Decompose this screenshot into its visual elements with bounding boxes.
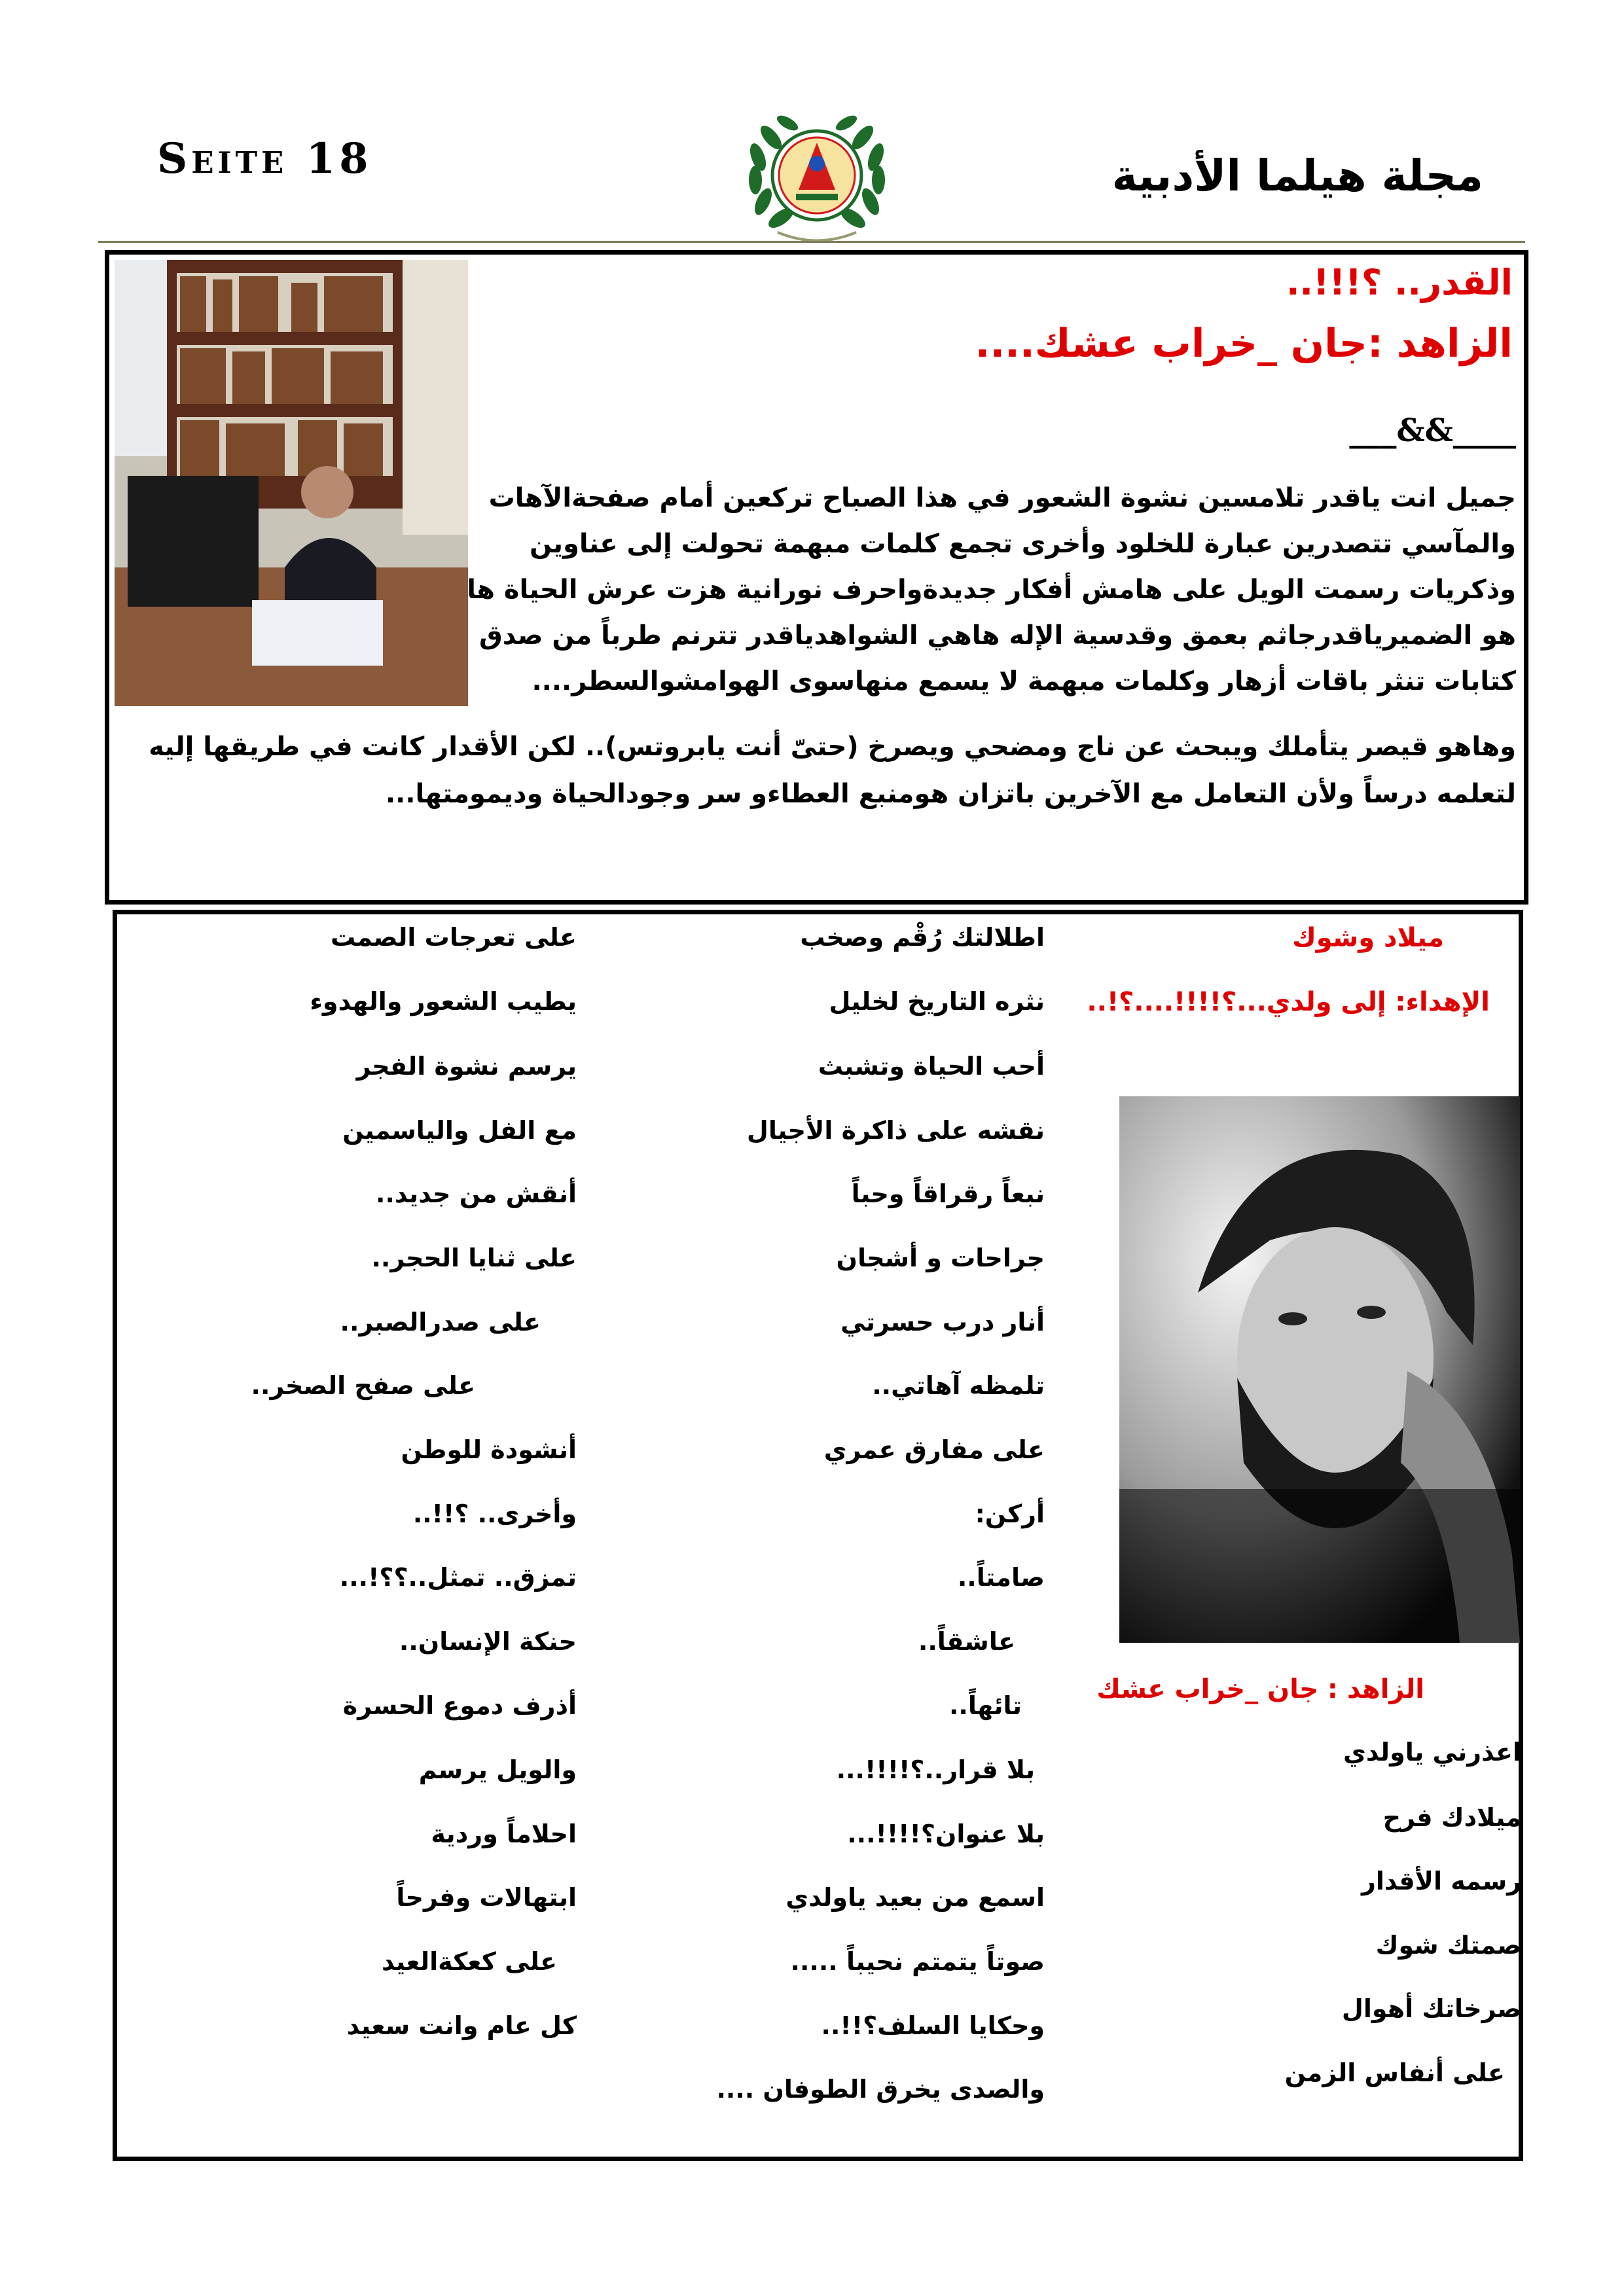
poem-line: بلا عنوان؟!!!!... xyxy=(847,1820,1045,1848)
poem-line: يطيب الشعور والهدوء xyxy=(310,987,577,1016)
article-paragraph-1-line: والمآسي تتصدرين عبارة للخلود وأخرى تجمع كلمات مبهمة تحولت إلى عناوين xyxy=(530,529,1516,559)
poem-line: نثره التاريخ لخليل xyxy=(829,987,1045,1016)
poem-line: أركن: xyxy=(975,1499,1045,1528)
poem-line: والويل يرسم xyxy=(418,1755,577,1784)
poem-line: وأخرى.. ؟!!.. xyxy=(412,1499,577,1528)
poem-line: تلمظه آهاتي.. xyxy=(872,1371,1045,1400)
poem-line: نبعاً رقراقاً وحباً xyxy=(851,1179,1045,1208)
poem-line: صوتاً يتمتم نحيباً ..... xyxy=(790,1947,1045,1976)
poem-line: على ثنايا الحجر.. xyxy=(371,1244,577,1272)
poem-line: على مفارق عمري xyxy=(823,1435,1045,1464)
poem-line: اسمع من بعيد ياولدي xyxy=(785,1883,1045,1912)
poet-portrait-photo xyxy=(1119,1096,1520,1643)
article-paragraph-1-line: جميل انت ياقدر تلامسين نشوة الشعور في هذا الصباح تركعين أمام صفحةالآهات xyxy=(488,483,1516,513)
page-number: Seite 18 xyxy=(157,134,372,183)
poem-line: تائهاً.. xyxy=(948,1691,1022,1720)
poem-line: على كعكةالعيد xyxy=(381,1947,557,1976)
article-paragraph-1-line: هو الضميرياقدرجاثم بعمق وقدسية الإله هاهي الشواهدياقدر تترنم طرباً من صدق xyxy=(478,620,1516,651)
poem-line: رسمه الأقدار xyxy=(1361,1867,1521,1895)
article-title: القدر.. ؟!!!.. xyxy=(1286,262,1513,303)
article-paragraph-2-line: لتعلمه درساً ولأن التعامل مع الآخرين باتزان هومنبع العطاءو سر وجودالحياة وديمومتها... xyxy=(385,779,1516,809)
poem-dedication: الإهداء: إلى ولدي...؟!!!!....؟!.. xyxy=(1087,987,1490,1017)
poem-line: ابتهالات وفرحاً xyxy=(396,1883,577,1912)
poem-line: على صفح الصخر.. xyxy=(251,1371,475,1400)
poem-line: أنقش من جديد.. xyxy=(376,1179,577,1208)
poem-line: صمتك شوك xyxy=(1375,1931,1521,1960)
poem-line: أنشودة للوطن xyxy=(401,1435,577,1464)
poem-line: على تعرجات الصمت xyxy=(330,923,577,952)
article-paragraph-1-line: كتابات تنثر باقات أزهار وكلمات مبهمة لا يسمع منهاسوى الهوامشوالسطر.... xyxy=(532,666,1516,696)
header-divider xyxy=(98,241,1525,243)
article-paragraph-2-line: وهاهو قيصر يتأملك ويبحث عن ناج ومضحي ويصرخ (حتىّ أنت يابروتس).. لكن الأقدار كانت في طريقها إليه xyxy=(149,732,1516,762)
poem-line: على أنفاس الزمن xyxy=(1284,2058,1505,2087)
poem-line: يرسم نشوة الفجر xyxy=(356,1052,577,1081)
poem-line: بلا قرار..؟!!!!... xyxy=(836,1755,1035,1784)
article-paragraph-1-line: وذكريات رسمت الويل على هامش أفكار جديدةواحرف نورانية هزت عرش الحياة ها xyxy=(467,575,1516,605)
magazine-logo xyxy=(732,98,902,249)
poem-line: وحكايا السلف؟!!.. xyxy=(821,2011,1045,2040)
magazine-title: مجلة هيلما الأدبية xyxy=(1111,151,1483,201)
poem-line: ميلادك فرح xyxy=(1382,1803,1521,1832)
poem-line: على صدرالصبر.. xyxy=(340,1308,541,1336)
article-author: الزاهد :جان _خراب عشك.... xyxy=(975,321,1513,367)
poem-line: أذرف دموع الحسرة xyxy=(342,1691,577,1720)
poem-line: اعذرني ياولدي xyxy=(1343,1738,1521,1767)
poem-line: اطلالتك رُقْم وصخب xyxy=(800,923,1045,952)
poem-line: احلاماً وردية xyxy=(431,1820,577,1848)
poem-line: صرخاتك أهوال xyxy=(1341,1994,1521,2023)
poem-line: نقشه على ذاكرة الأجيال xyxy=(746,1116,1045,1145)
author-office-photo xyxy=(115,260,468,706)
poem-line: والصدى يخرق الطوفان .... xyxy=(716,2075,1045,2104)
poem-title: ميلاد وشوك xyxy=(1292,923,1444,953)
poem-line: حنكة الإنسان.. xyxy=(399,1627,577,1656)
poem-author: الزاهد : جان _خراب عشك xyxy=(1096,1674,1424,1704)
poem-line: تمزق.. تمثل..؟؟!... xyxy=(339,1563,577,1592)
poem-line: أحب الحياة وتشبث xyxy=(818,1052,1045,1081)
poem-line: أنار درب حسرتي xyxy=(840,1308,1045,1336)
poem-line: صامتاً.. xyxy=(957,1563,1045,1592)
poem-line: مع الفل والياسمين xyxy=(342,1116,577,1145)
article-divider: ___&&____ xyxy=(1349,412,1516,449)
poem-line: جراحات و أشجان xyxy=(836,1244,1045,1272)
poem-line: عاشقاً.. xyxy=(918,1627,1015,1656)
poem-line: كل عام وانت سعيد xyxy=(346,2011,577,2040)
